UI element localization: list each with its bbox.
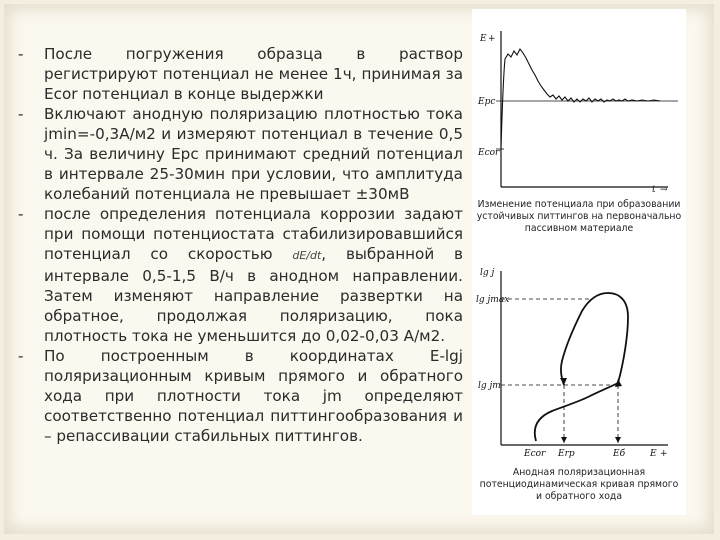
bullet-marker: - [18,347,24,365]
erp-arrowhead [561,437,567,443]
bullet-text: По построенным в координатах E-lgj поляризационным кривым прямого и обратного хода при плотности тока jm определяют соответственно потенциал питтингообразования и – репассивации стабильных питтингов. [44,347,463,445]
figure2-plot [476,268,668,459]
list-item [18,104,463,204]
figure2-plus-sign: + [660,449,668,459]
list-item [18,204,463,346]
bullet-text-start: после определения потенциала коррозии задают при помощи потенциостата стабилизировавшийся потенциал со скоростью [44,205,463,263]
figure1-x-label: t [652,185,656,195]
figure1-plot [477,31,678,195]
figure2-ecor-label: Ecor [524,449,546,459]
fraction-denominator: dt [310,249,322,262]
figure2-x-label: E [650,449,657,459]
bullet-marker: - [18,105,24,123]
eb-arrowhead [615,437,621,443]
figure1-caption: Изменение потенциала при образовании устойчивых питтингов на первоначально пассивном материале [476,199,682,234]
ecor-label: Ecor [478,148,500,158]
bullet-marker: - [18,205,24,223]
procedure-list [18,44,463,446]
figure2-y-label: lg j [480,268,495,278]
fraction-numerator: dE [292,249,307,262]
bullet-text-end: , выбранной в интервале 0,5-1,5 В/ч в анодном направлении. Затем изменяют направление развертки на обратное, продолжая поляризацию, пока плотность тока не уменьшится до 0,02-0,03 А/м2. [44,245,463,345]
figure1-y-label: E [480,34,487,44]
figures-panel [472,9,686,515]
bullet-text: После погружения образца в раствор регистрируют потенциал не менее 1ч, принимая за Ecor потенциал в конце выдержки [44,45,463,103]
figure2-caption: Анодная поляризационная потенциодинамическая кривая прямого и обратного хода [479,467,679,502]
figure1-plus-sign: + [488,34,496,44]
epc-label: Eрс [478,97,496,107]
figure1-x-arrow: → [660,185,668,195]
rate-fraction: dE/dt [292,249,322,262]
jmax-label: lg jmax [476,295,510,305]
list-item [18,346,463,446]
bullet-marker: - [18,45,24,63]
reverse-arrowhead [560,378,567,385]
potential-time-curve [501,49,660,147]
polarization-loop-curve [535,293,628,441]
jm-label: lg jm [478,381,501,391]
eb-label: Eб [613,449,626,459]
figures-svg [472,9,686,515]
list-item [18,44,463,104]
erp-label: Erp [558,449,575,459]
bullet-text: Включают анодную поляризацию плотностью тока jmin=-0,3А/м2 и измеряют потенциал в течение 0,5 ч. За величину Eрс принимают средний потенциал в интервале 25-30мин при условии, что амплитуда колебаний потенциала не превышает ±30мВ [44,105,463,203]
